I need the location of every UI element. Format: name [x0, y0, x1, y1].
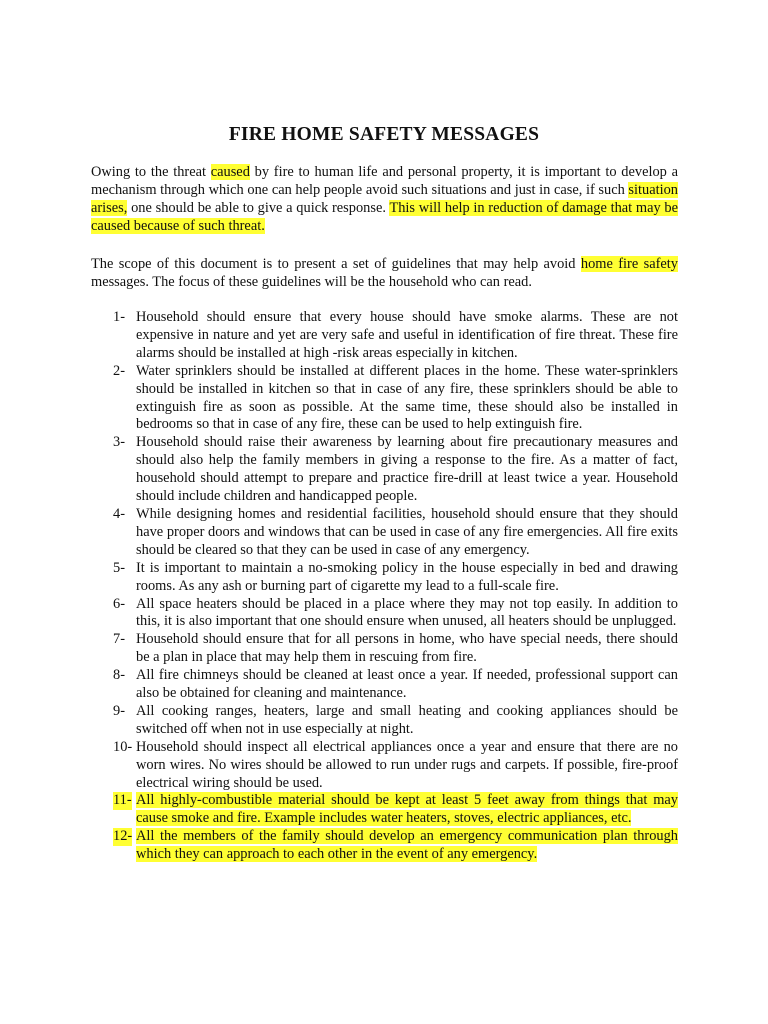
- guidelines-list: [91, 309, 678, 864]
- list-item: [91, 309, 678, 363]
- intro-text-1: Owing to the threat: [91, 164, 211, 180]
- list-item: [91, 703, 678, 739]
- item-text: Household should raise their awareness by learning about fire precautionary measures and should also help the family members in giving a response to the fire. As a matter of fact, household should attempt to prepare and practice fire-drill at least twice a year. Household should include children and handicapped people.: [136, 434, 678, 505]
- document-title: FIRE HOME SAFETY MESSAGES: [228, 124, 540, 145]
- item-text: All fire chimneys should be cleaned at least once a year. If needed, professional support can also be obtained for cleaning and maintenance.: [136, 667, 678, 702]
- list-item: [91, 363, 678, 435]
- item-number: 2-: [113, 362, 125, 379]
- item-number: 8-: [113, 667, 125, 684]
- list-item: [91, 596, 678, 632]
- item-text: All space heaters should be placed in a place where they may not top easily. In addition to this, it is also important that one should ensure when unused, all heaters should be unplugged.: [136, 595, 678, 630]
- item-number: 12-: [113, 828, 133, 845]
- item-text: It is important to maintain a no-smoking policy in the house especially in bed and drawing rooms. As any ash or burning part of cigarette my lead to a full-scale fire.: [136, 559, 678, 594]
- list-item: [91, 560, 678, 596]
- scope-text-2: messages. The focus of these guidelines will be the household who can read.: [91, 274, 532, 290]
- item-text: Household should ensure that for all persons in home, who have special needs, there should be a plan in place that may help them in rescuing from fire.: [136, 631, 678, 666]
- item-text: All the members of the family should develop an emergency communication plan through which they can approach to each other in the event of any emergency.: [136, 828, 678, 863]
- list-item: [91, 667, 678, 703]
- list-item-highlighted: [91, 828, 678, 864]
- list-item: [91, 506, 678, 560]
- scope-paragraph: [91, 255, 678, 291]
- list-item: [91, 434, 678, 506]
- highlight-situation-arises: situation arises,: [91, 182, 678, 216]
- item-number: 6-: [113, 595, 125, 612]
- list-item: [91, 631, 678, 667]
- item-number: 3-: [113, 434, 125, 451]
- item-number: 4-: [113, 505, 125, 522]
- item-number: 11-: [113, 792, 132, 809]
- item-number: 1-: [113, 309, 125, 325]
- item-number: 9-: [113, 702, 125, 719]
- item-text: Household should ensure that every house should have smoke alarms. These are not expensive in nature and yet are very safe and useful in identification of fire threat. These fire alarms should be installed at high -risk areas especially in kitchen.: [136, 309, 678, 361]
- highlight-caused: caused: [210, 164, 250, 180]
- item-text: Household should inspect all electrical appliances once a year and ensure that there are no worn wires. No wires should be allowed to run under rugs and carpets. If possible, fire-proof electrical wiring should be used.: [136, 738, 678, 791]
- item-number: 10-: [113, 738, 133, 755]
- intro-paragraph: [91, 163, 678, 235]
- item-text: Water sprinklers should be installed at different places in the home. These water-sprinklers should be installed in kitchen so that in case of any fire, these sprinklers should be able to extinguish fire as soon as possible. At the same time, these should also be installed in bedrooms so that in case of any fire, these can be used to help extinguish fire.: [136, 362, 678, 433]
- item-text: While designing homes and residential facilities, household should ensure that they should have proper doors and windows that can be used in case of any fire emergencies. All fire exits should be cleared so that they can be used in case of any emergency.: [136, 505, 678, 558]
- intro-text-3: one should be able to give a quick response.: [127, 200, 390, 216]
- list-item-highlighted: [91, 792, 678, 828]
- item-number: 7-: [113, 631, 125, 648]
- item-number: 5-: [113, 559, 125, 576]
- highlight-reduction-sentence: This will help in reduction of damage that may be caused because of such threat.: [91, 200, 678, 234]
- item-text: All highly-combustible material should be kept at least 5 feet away from things that may cause smoke and fire. Example includes water heaters, stoves, electric appliances, etc.: [136, 792, 678, 827]
- item-text: All cooking ranges, heaters, large and small heating and cooking appliances should be switched off when not in use especially at night.: [136, 702, 678, 737]
- scope-text-1: The scope of this document is to present a set of guidelines that may help avoid: [91, 256, 581, 272]
- list-item: [91, 739, 678, 793]
- intro-text-2: by fire to human life and personal property, it is important to develop a mechanism through which one can help people avoid such situations and just in case, if such: [91, 164, 678, 198]
- highlight-home-fire-safety: home fire safety: [580, 256, 678, 272]
